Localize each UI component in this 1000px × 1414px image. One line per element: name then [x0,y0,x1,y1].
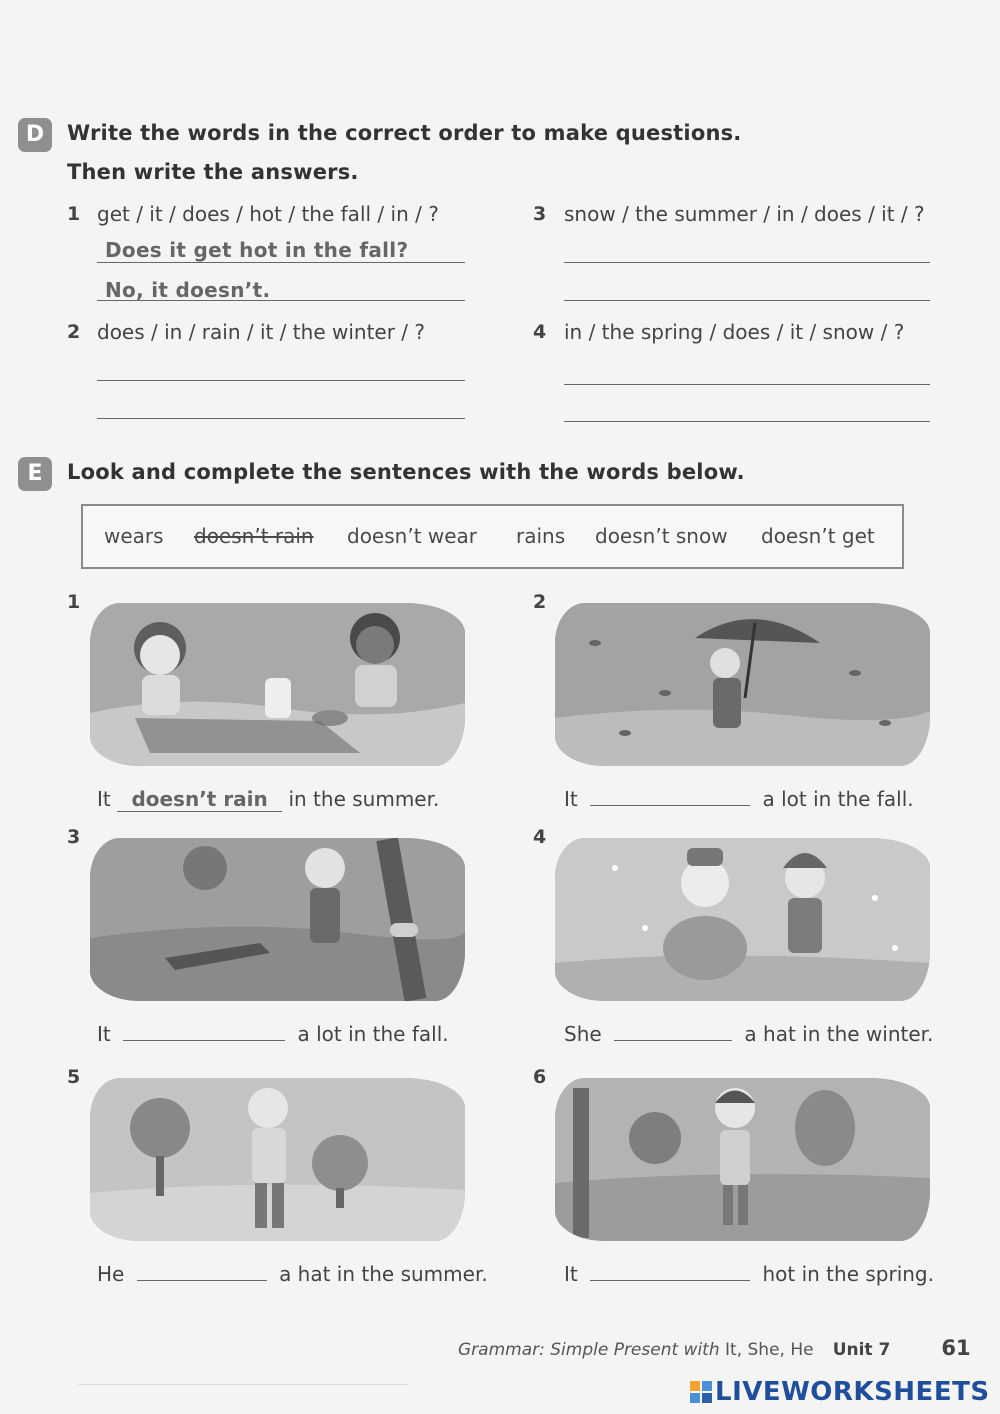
sentence-end: a lot in the fall. [762,787,914,811]
question-number: 4 [533,321,547,343]
section-d-title: Write the words in the correct order to make questions. [67,121,742,145]
answer-line[interactable] [564,384,930,385]
sentence-5 [97,1262,488,1286]
summer-boy-illustration [90,1078,465,1241]
answer-line[interactable] [97,418,465,419]
sentence-end: hot in the spring. [762,1262,934,1286]
answer-blank[interactable]: doesn’t rain [117,787,282,812]
answer-short-1: No, it doesn’t. [105,278,271,302]
answer-line[interactable] [97,300,465,301]
answer-line[interactable] [564,300,930,301]
answer-blank[interactable] [590,805,750,806]
brand-name: LIVEWORKSHEETS [715,1377,990,1407]
section-e-title: Look and complete the sentences with the words below. [67,460,745,484]
spring-scene-icon [555,1078,930,1241]
answer-blank[interactable] [137,1280,267,1281]
question-prompt: in / the spring / does / it / snow / ? [564,320,905,344]
brand-grid-icon [690,1381,712,1403]
rain-umbrella-icon [555,603,930,766]
answer-blank[interactable] [614,1040,732,1041]
section-d-badge: D [18,118,52,152]
word-bank [81,504,904,569]
word-bank-item: wears [104,524,164,548]
winter-snowman-illustration [555,838,930,1001]
question-prompt: does / in / rain / it / the winter / ? [97,320,426,344]
spring-girl-illustration [555,1078,930,1241]
section-e-badge: E [18,457,52,491]
sentence-2 [564,787,914,811]
sentence-start: It [97,1022,111,1046]
answer-line[interactable] [97,380,465,381]
word-bank-item: rains [516,524,566,548]
sentence-6 [564,1262,934,1286]
sentence-start: He [97,1262,125,1286]
picnic-summer-illustration [90,603,465,766]
brand-logo [690,1377,990,1407]
section-d-subtitle: Then write the answers. [67,160,359,184]
question-prompt: snow / the summer / in / does / it / ? [564,202,925,226]
word-bank-item-used: doesn’t rain [194,524,314,548]
footer-topic-pronouns: It, She, He [719,1340,814,1360]
rainy-fall-illustration [555,603,930,766]
sentence-start: She [564,1022,602,1046]
snowman-scene-icon [555,838,930,1001]
sentence-end: a hat in the summer. [279,1262,488,1286]
sentence-start: It [564,1262,578,1286]
answer-line[interactable] [97,262,465,263]
picnic-scene-icon [90,603,465,766]
sentence-4 [564,1022,933,1046]
sentence-start: It [564,787,578,811]
footer-divider [78,1384,408,1385]
item-number: 2 [533,591,547,613]
answer-line[interactable] [564,262,930,263]
sentence-start: It [97,787,111,811]
summer-scene-icon [90,1078,465,1241]
answer-blank[interactable] [123,1040,285,1041]
fall-sled-illustration [90,838,465,1001]
item-number: 5 [67,1066,81,1088]
footer-topic: Grammar: Simple Present with [458,1340,720,1360]
footer-unit: Unit 7 [832,1340,891,1360]
word-bank-item: doesn’t snow [595,524,728,548]
item-number: 6 [533,1066,547,1088]
answer-question-1: Does it get hot in the fall? [105,238,409,262]
page-footer [458,1336,971,1360]
item-number: 4 [533,826,547,848]
sentence-end: in the summer. [288,787,440,811]
question-number: 2 [67,321,81,343]
answer-blank[interactable] [590,1280,750,1281]
sentence-3 [97,1022,449,1046]
sentence-end: a hat in the winter. [744,1022,934,1046]
item-number: 1 [67,591,81,613]
word-bank-item: doesn’t get [761,524,875,548]
answer-line[interactable] [564,421,930,422]
item-number: 3 [67,826,81,848]
question-number: 3 [533,203,547,225]
sled-scene-icon [90,838,465,1001]
question-prompt: get / it / does / hot / the fall / in / ? [97,202,439,226]
sentence-1 [97,787,439,812]
word-bank-item: doesn’t wear [347,524,478,548]
sentence-end: a lot in the fall. [297,1022,449,1046]
page-number: 61 [941,1336,971,1360]
question-number: 1 [67,203,81,225]
